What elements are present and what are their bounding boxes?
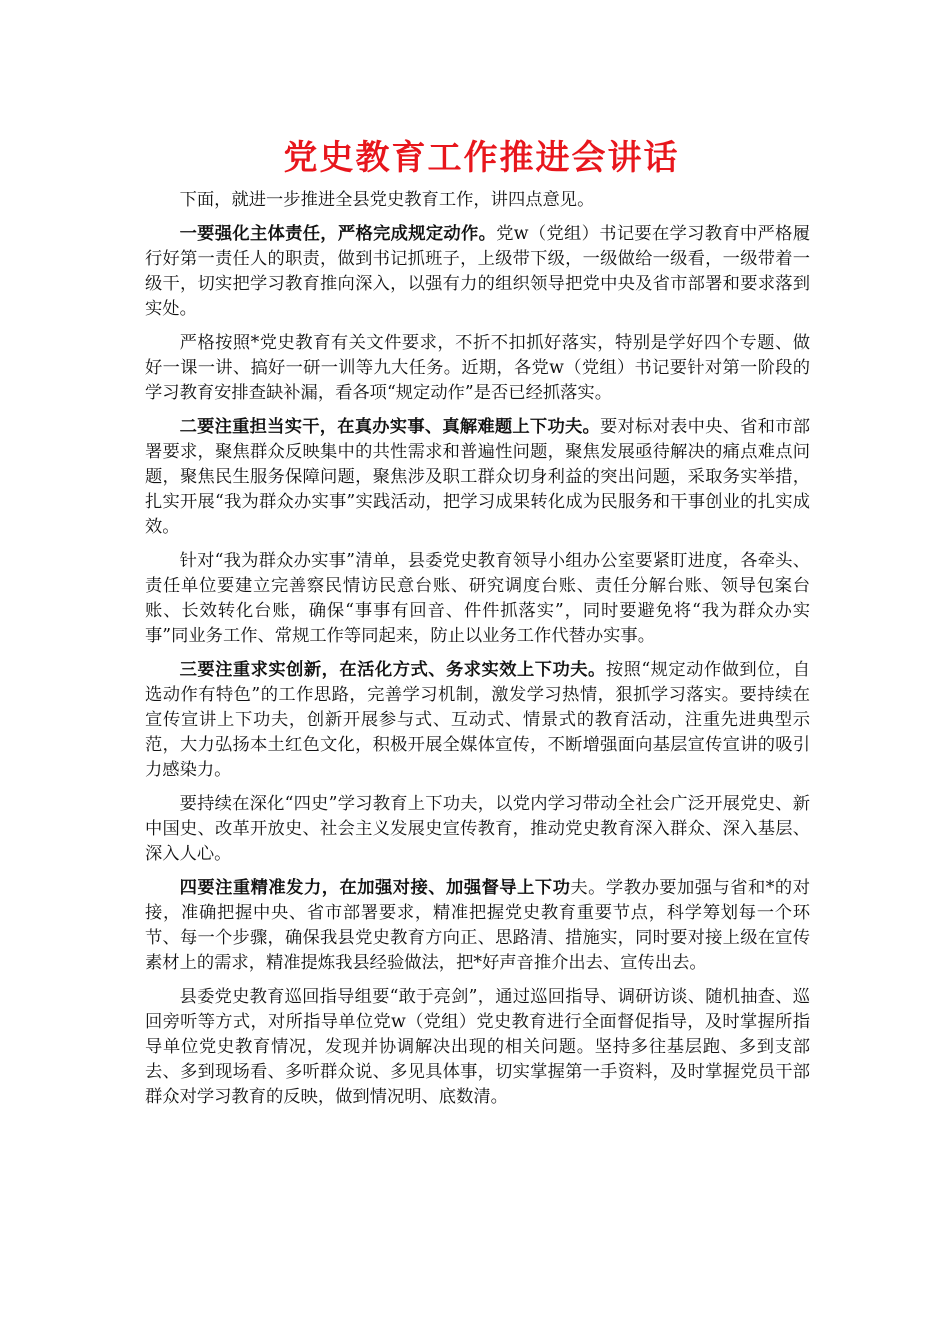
section-3-text: 按照“规定动作做到位，自选动作有特色”的工作思路，完善学习机制，激发学习热情，狠抓学习落实。要持续在宣传宣讲上下功夫，创新开展参与式、互动式、情景式的教育活动，注重先进典型示范，大力弘扬本土红色文化，积极开展全媒体宣传，不断增强面向基层宣传宣讲的吸引力感染力。: [145, 660, 810, 780]
section-1-paragraph: [145, 222, 810, 322]
section-1-heading: 一要强化主体责任，严格完成规定动作。: [179, 224, 497, 244]
section-1-followup: 严格按照*党史教育有关文件要求，不折不扣抓好落实，特别是学好四个专题、做好一课一讲、搞好一研一训等九大任务。近期，各党w（党组）书记要针对第一阶段的学习教育安排查缺补漏，看各项“规定动作”是否已经抓落实。: [145, 333, 810, 403]
section-2-heading: 二要注重担当实干，在真办实事、真解难题上下功夫。: [179, 417, 601, 437]
section-4-followup: 县委党史教育巡回指导组要“敢于亮剑”，通过巡回指导、调研访谈、随机抽查、巡回旁听等方式，对所指导单位党w（党组）党史教育进行全面督促指导，及时掌握所指导单位党史教育情况，发现并协调解决出现的相关问题。坚持多往基层跑、多到支部去、多到现场看、多听群众说、多见具体事，切实掌握第一手资料，及时掌握党员干部群众对学习教育的反映，做到情况明、底数清。: [145, 987, 810, 1107]
section-4-paragraph: [145, 876, 810, 976]
intro-paragraph: 下面，就进一步推进全县党史教育工作，讲四点意见。: [179, 190, 595, 210]
section-3-paragraph: [145, 658, 810, 783]
document-title: 党史教育工作推进会讲话: [283, 138, 680, 178]
document-page: [145, 128, 810, 1119]
section-3-followup: 要持续在深化“四史”学习教育上下功夫，以党内学习带动全社会广泛开展党史、新中国史、改革开放史、社会主义发展史宣传教育，推动党史教育深入群众、深入基层、深入人心。: [145, 794, 810, 864]
section-3-heading: 三要注重求实创新，在活化方式、务求实效上下功夫。: [179, 660, 606, 680]
section-2-text: 要对标对表中央、省和市部署要求，聚焦群众反映集中的共性需求和普遍性问题，聚焦发展亟待解决的痛点难点问题，聚焦民生服务保障问题，聚焦涉及职工群众切身利益的突出问题，采取务实举措，扎实开展“我为群众办实事”实践活动，把学习成果转化成为民服务和干事创业的扎实成效。: [145, 417, 810, 537]
section-1-text: 党w（党组）书记要在学习教育中严格履行好第一责任人的职责，做到书记抓班子，上级带下级，一级做给一级看，一级带着一级干，切实把学习教育推向深入，以强有力的组织领导把党中央及省市部署和要求落到实处。: [145, 224, 810, 319]
section-2-followup: 针对“我为群众办实事”清单，县委党史教育领导小组办公室要紧盯进度，各牵头、责任单位要建立完善察民情访民意台账、研究调度台账、责任分解台账、领导包案台账、长效转化台账，确保“事事有回音、件件抓落实”，同时要避免将“我为群众办实事”同业务工作、常规工作等同起来，防止以业务工作代替办实事。: [145, 551, 810, 646]
section-4-heading: 四要注重精准发力，在加强对接、加强督导上下功: [179, 878, 571, 898]
section-4-text: 夫。学教办要加强与省和*的对接，准确把握中央、省市部署要求，精准把握党史教育重要节点，科学筹划每一个环节、每一个步骤，确保我县党史教育方向正、思路清、措施实，同时要对接上级在宣传素材上的需求，精准提炼我县经验做法，把*好声音推介出去、宣传出去。: [145, 878, 810, 973]
section-2-paragraph: [145, 415, 810, 540]
